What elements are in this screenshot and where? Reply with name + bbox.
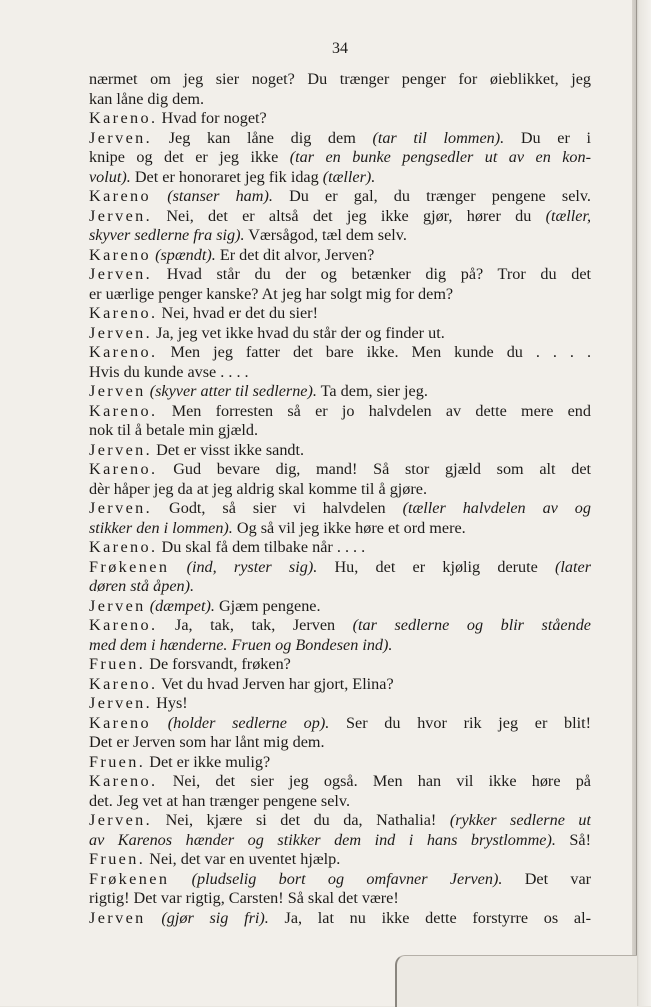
dialogue-text: Nei, det er altså det jeg ikke gjør, hører du xyxy=(152,206,546,225)
stage-direction: (holder sedlerne op). xyxy=(167,713,330,732)
stage-direction: (tar en bunke pengsedler ut av en kon- xyxy=(289,148,591,166)
stage-direction: stikker den i lommen). xyxy=(89,518,233,537)
stage-direction: (ind, ryster sig). xyxy=(186,557,318,576)
text-line xyxy=(89,538,591,558)
page-gutter-line xyxy=(636,0,637,1006)
text-line xyxy=(89,460,591,480)
text-line xyxy=(89,207,591,227)
stage-direction: med dem i hænderne. Fruen og Bondesen ind). xyxy=(89,635,393,654)
dialogue-text: Du er gal, du trænger pengene selv. xyxy=(272,187,591,205)
body-text xyxy=(89,70,591,928)
speaker-name: Jerven. xyxy=(89,440,153,459)
dialogue-text: Nei, hvad er det du sier! xyxy=(157,304,318,322)
dialogue-text: Nei, det sier jeg også. Men han vil ikke høre på xyxy=(157,772,591,790)
dialogue-text: rigtig! Det var rigtig, Carsten! Så skal det være! xyxy=(89,889,399,907)
dialogue-text: Godt, så sier vi halvdelen xyxy=(152,499,403,517)
text-line xyxy=(89,226,591,246)
dialogue-text: Ser du hvor rik jeg er blit! xyxy=(329,713,591,732)
dialogue-text xyxy=(146,909,162,927)
text-line xyxy=(89,636,591,656)
speaker-name: Jerven xyxy=(89,596,146,615)
text-line xyxy=(89,733,591,753)
text-line xyxy=(89,441,591,461)
dialogue-text xyxy=(151,714,168,732)
text-line xyxy=(89,70,591,90)
text-line xyxy=(89,324,591,344)
dialogue-text: Så! xyxy=(555,830,591,849)
text-line xyxy=(89,909,591,929)
stage-direction: (gjør sig fri). xyxy=(161,908,269,927)
stage-direction: skyver sedlerne fra sig). xyxy=(89,226,245,244)
text-line xyxy=(89,811,591,831)
text-line xyxy=(89,363,591,383)
stage-direction: (rykker sedlerne ut xyxy=(449,811,591,829)
dialogue-text: De forsvandt, frøken? xyxy=(145,655,291,673)
speaker-name: Fruen. xyxy=(89,850,146,868)
stage-direction: døren stå åpen). xyxy=(89,577,195,595)
text-line xyxy=(89,655,591,675)
dialogue-text: Er det dit alvor, Jerven? xyxy=(215,245,375,264)
dialogue-text: er uærlige penger kanske? At jeg har solgt mig for dem? xyxy=(89,284,454,303)
speaker-name: Jerven xyxy=(89,382,146,400)
stage-direction: (tar til lommen). xyxy=(372,128,505,147)
speaker-name: Fruen. xyxy=(89,655,146,673)
speaker-name: Jerven. xyxy=(89,265,153,283)
stage-direction: (spændt). xyxy=(155,245,216,264)
dialogue-text: Det er ikke mulig? xyxy=(145,752,271,771)
corner-page-curl xyxy=(395,955,637,1007)
dialogue-text: Du er i xyxy=(504,128,591,147)
stage-direction: (later xyxy=(555,557,591,576)
stage-direction: (tæller). xyxy=(322,167,376,186)
dialogue-text: Hu, det er kjølig derute xyxy=(317,557,556,576)
speaker-name: Jerven. xyxy=(89,811,153,829)
speaker-name: Jerven. xyxy=(89,694,153,712)
text-line xyxy=(89,90,591,110)
dialogue-text: nærmet om jeg sier noget? Du trænger penger for øieblikket, jeg xyxy=(89,70,591,88)
page-edge xyxy=(632,0,651,1006)
stage-direction: (tæller, xyxy=(545,206,591,225)
text-line xyxy=(89,850,591,870)
dialogue-text xyxy=(169,870,191,888)
speaker-name: Frøkenen xyxy=(89,869,170,888)
speaker-name: Kareno. xyxy=(89,616,158,634)
speaker-name: Kareno. xyxy=(89,674,158,693)
speaker-name: Kareno. xyxy=(89,460,158,478)
speaker-name: Kareno. xyxy=(89,772,158,790)
page-number: 34 xyxy=(332,40,348,57)
text-line xyxy=(89,382,591,402)
text-line xyxy=(89,889,591,909)
text-line xyxy=(89,519,591,539)
dialogue-text: Men jeg fatter det bare ikke. Men kunde du . . . . xyxy=(157,343,591,361)
speaker-name: Jerven. xyxy=(89,323,153,342)
dialogue-text: Ja, tak, tak, Jerven xyxy=(157,616,353,634)
speaker-name: Fruen. xyxy=(89,752,146,771)
text-line xyxy=(89,597,591,617)
text-line xyxy=(89,772,591,792)
text-line xyxy=(89,753,591,773)
text-line xyxy=(89,265,591,285)
dialogue-text: Nei, kjære si det du da, Nathalia! xyxy=(152,811,450,829)
dialogue-text: Ja, lat nu ikke dette forstyrre os al- xyxy=(268,908,591,927)
speaker-name: Kareno xyxy=(89,187,152,205)
speaker-name: Jerven. xyxy=(89,206,153,225)
text-line xyxy=(89,792,591,812)
dialogue-text: Gud bevare dig, mand! Så stor gjæld som alt det xyxy=(157,460,591,478)
dialogue-text: Hvad for noget? xyxy=(157,109,267,127)
dialogue-text: knipe og det er jeg ikke xyxy=(89,148,290,166)
dialogue-text: Ta dem, sier jeg. xyxy=(316,382,428,400)
dialogue-text xyxy=(151,187,167,205)
text-line xyxy=(89,480,591,500)
speaker-name: Kareno. xyxy=(89,109,158,127)
speaker-name: Kareno. xyxy=(89,401,158,420)
text-line xyxy=(89,694,591,714)
stage-direction: (dæmpet). xyxy=(149,596,215,615)
dialogue-text: Du skal få dem tilbake når . . . . xyxy=(157,538,366,556)
text-line xyxy=(89,870,591,890)
text-line xyxy=(89,168,591,188)
stage-direction: (pludselig bort og omfavner Jerven). xyxy=(191,869,503,888)
speaker-name: Jerven. xyxy=(89,499,153,517)
text-line xyxy=(89,421,591,441)
dialogue-text: Hvis du kunde avse . . . . xyxy=(89,362,249,381)
stage-direction: av Karenos hænder og stikker dem ind i hans brystlomme). xyxy=(89,830,556,849)
stage-direction: (tar sedlerne og blir stående xyxy=(352,616,591,634)
text-line xyxy=(89,246,591,266)
stage-direction: (tæller halvdelen av og xyxy=(402,499,591,517)
dialogue-text: Men forresten så er jo halvdelen av dette mere end xyxy=(157,401,591,420)
speaker-name: Jerven xyxy=(89,908,146,927)
speaker-name: Kareno xyxy=(89,713,152,732)
stage-direction: (stanser ham). xyxy=(167,187,273,205)
dialogue-text: det. Jeg vet at han trænger pengene selv. xyxy=(89,791,351,810)
speaker-name: Kareno. xyxy=(89,343,158,361)
dialogue-text: Det er visst ikke sandt. xyxy=(152,440,305,459)
text-line xyxy=(89,831,591,851)
text-line xyxy=(89,187,591,207)
text-line xyxy=(89,499,591,519)
dialogue-text: Det var xyxy=(502,869,591,888)
dialogue-text: dèr håper jeg da at jeg aldrig skal komme til å gjøre. xyxy=(89,479,428,498)
dialogue-text: Jeg kan låne dig dem xyxy=(152,128,373,147)
text-line xyxy=(89,714,591,734)
stage-direction: (skyver atter til sedlerne). xyxy=(149,382,317,400)
speaker-name: Kareno xyxy=(89,245,152,264)
text-line xyxy=(89,616,591,636)
speaker-name: Jerven. xyxy=(89,128,153,147)
text-line xyxy=(89,675,591,695)
text-line xyxy=(89,285,591,305)
dialogue-text: Nei, det var en uventet hjælp. xyxy=(145,850,341,868)
dialogue-text: Hys! xyxy=(152,694,188,712)
text-line xyxy=(89,577,591,597)
stage-direction: volut). xyxy=(89,167,131,186)
dialogue-text: Og så vil jeg ikke høre et ord mere. xyxy=(232,518,466,537)
text-line xyxy=(89,343,591,363)
dialogue-text: Det er honoraret jeg fik idag xyxy=(130,167,323,186)
text-line xyxy=(89,402,591,422)
text-line xyxy=(89,148,591,168)
dialogue-text: nok til å betale min gjæld. xyxy=(89,421,259,439)
speaker-name: Kareno. xyxy=(89,538,158,556)
text-line xyxy=(89,558,591,578)
dialogue-text: Gjæm pengene. xyxy=(214,596,321,615)
dialogue-text: kan låne dig dem. xyxy=(89,89,205,108)
speaker-name: Frøkenen xyxy=(89,557,170,576)
text-line xyxy=(89,129,591,149)
dialogue-text: Hvad står du der og betænker dig på? Tror du det xyxy=(152,265,591,283)
dialogue-text: Værsågod, tæl dem selv. xyxy=(244,226,407,244)
speaker-name: Kareno. xyxy=(89,304,158,322)
text-line xyxy=(89,304,591,324)
dialogue-text: Vet du hvad Jerven har gjort, Elina? xyxy=(157,674,394,693)
dialogue-text: Ja, jeg vet ikke hvad du står der og finder ut. xyxy=(152,323,445,342)
text-line xyxy=(89,109,591,129)
dialogue-text xyxy=(169,558,186,576)
dialogue-text: Det er Jerven som har lånt mig dem. xyxy=(89,733,325,751)
